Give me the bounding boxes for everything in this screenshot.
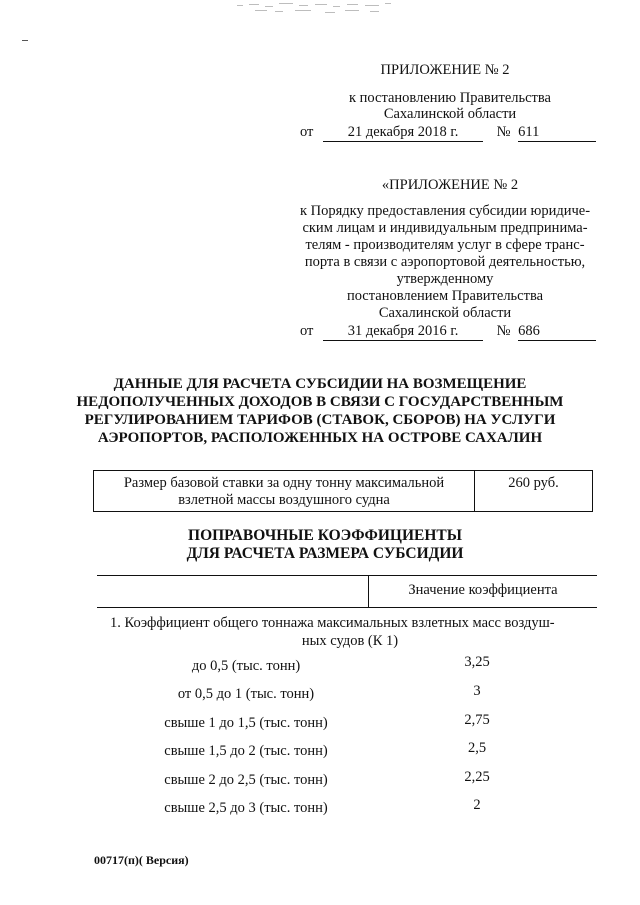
scan-mark <box>22 40 28 41</box>
appendix1-number: 611 <box>518 124 596 142</box>
coef-row-label: свыше 1 до 1,5 (тыс. тонн) <box>164 715 328 731</box>
appendix2-line: постановлением Правительства <box>346 288 544 304</box>
main-title <box>60 375 580 447</box>
scan-noise <box>235 2 395 14</box>
coef-section1 <box>110 614 590 650</box>
appendix2-title: «ПРИЛОЖЕНИЕ № 2 <box>381 177 519 193</box>
coef-row-value: 2,25 <box>464 769 490 785</box>
coef-row-label: до 0,5 (тыс. тонн) <box>191 658 301 674</box>
coef-header-value: Значение коэффициента <box>408 582 558 598</box>
main-title-line: РЕГУЛИРОВАНИЕМ ТАРИФОВ (СТАВОК, СБОРОВ) НА УСЛУГИ <box>84 412 556 428</box>
coef-title <box>100 527 550 563</box>
appendix2-line: порта в связи с аэропортовой деятельностью, <box>304 254 586 270</box>
coef-row-label: свыше 2 до 2,5 (тыс. тонн) <box>164 772 328 788</box>
coef-row-value: 3,25 <box>464 654 490 670</box>
coef-title-line: ДЛЯ РАСЧЕТА РАЗМЕРА СУБСИДИИ <box>186 545 464 562</box>
footer-doc-code: 00717(п)( Версия) <box>94 853 189 867</box>
appendix2-line: Сахалинской области <box>378 305 512 321</box>
appendix2-line: утвержденному <box>396 271 494 287</box>
appendix2-line: телям - производителям услуг в сфере транс- <box>305 237 585 253</box>
appendix2-ref-line <box>300 323 610 341</box>
coef-row-value: 3 <box>473 683 481 699</box>
appendix1-ref-line <box>300 124 610 142</box>
appendix2-text <box>285 203 605 322</box>
main-title-line: АЭРОПОРТОВ, РАСПОЛОЖЕННЫХ НА ОСТРОВЕ САХАЛИН <box>97 430 543 446</box>
coef-table-top-rule <box>97 575 597 576</box>
base-rate-label <box>98 475 470 509</box>
coef-row-label: свыше 2,5 до 3 (тыс. тонн) <box>164 800 328 816</box>
coef-section1-line1: 1. Коэффициент общего тоннажа максимальных взлетных масс воздуш- <box>110 615 555 631</box>
appendix1-from-label: от <box>300 124 314 140</box>
appendix2-line: к Порядку предоставления субсидии юридиче- <box>299 203 591 219</box>
coef-row-value: 2,75 <box>464 712 490 728</box>
appendix1-date: 21 декабря 2018 г. <box>323 124 483 142</box>
base-rate-label-line: Размер базовой ставки за одну тонну максимальной <box>123 475 445 491</box>
appendix2-from-label: от <box>300 323 314 339</box>
appendix1-num-label: № <box>496 124 511 140</box>
base-rate-value: 260 руб. <box>508 475 559 491</box>
coef-table-header-rule <box>97 607 597 608</box>
main-title-line: НЕДОПОЛУЧЕННЫХ ДОХОДОВ В СВЯЗИ С ГОСУДАРСТВЕННЫМ <box>76 394 564 410</box>
coef-row-label: от 0,5 до 1 (тыс. тонн) <box>177 686 315 702</box>
main-title-line: ДАННЫЕ ДЛЯ РАСЧЕТА СУБСИДИИ НА ВОЗМЕЩЕНИЕ <box>113 376 527 392</box>
coef-section1-line2: ных судов (К 1) <box>301 633 399 649</box>
appendix2-date: 31 декабря 2016 г. <box>323 323 483 341</box>
appendix1-title: ПРИЛОЖЕНИЕ № 2 <box>380 62 510 78</box>
coef-row-value: 2 <box>473 797 481 813</box>
appendix2-number: 686 <box>518 323 596 341</box>
coef-table-divider <box>368 575 369 607</box>
appendix2-line: ским лицам и индивидуальным предпринима- <box>302 220 588 236</box>
appendix1-line2: Сахалинской области <box>383 106 517 122</box>
base-rate-table <box>93 470 593 512</box>
appendix1-line1: к постановлению Правительства <box>349 90 551 106</box>
appendix2-num-label: № <box>496 323 511 339</box>
coef-title-line: ПОПРАВОЧНЫЕ КОЭФФИЦИЕНТЫ <box>188 527 462 544</box>
coef-row-label: свыше 1,5 до 2 (тыс. тонн) <box>164 743 328 759</box>
base-rate-label-line: взлетной массы воздушного судна <box>178 492 390 508</box>
coef-row-value: 2,5 <box>467 740 487 756</box>
